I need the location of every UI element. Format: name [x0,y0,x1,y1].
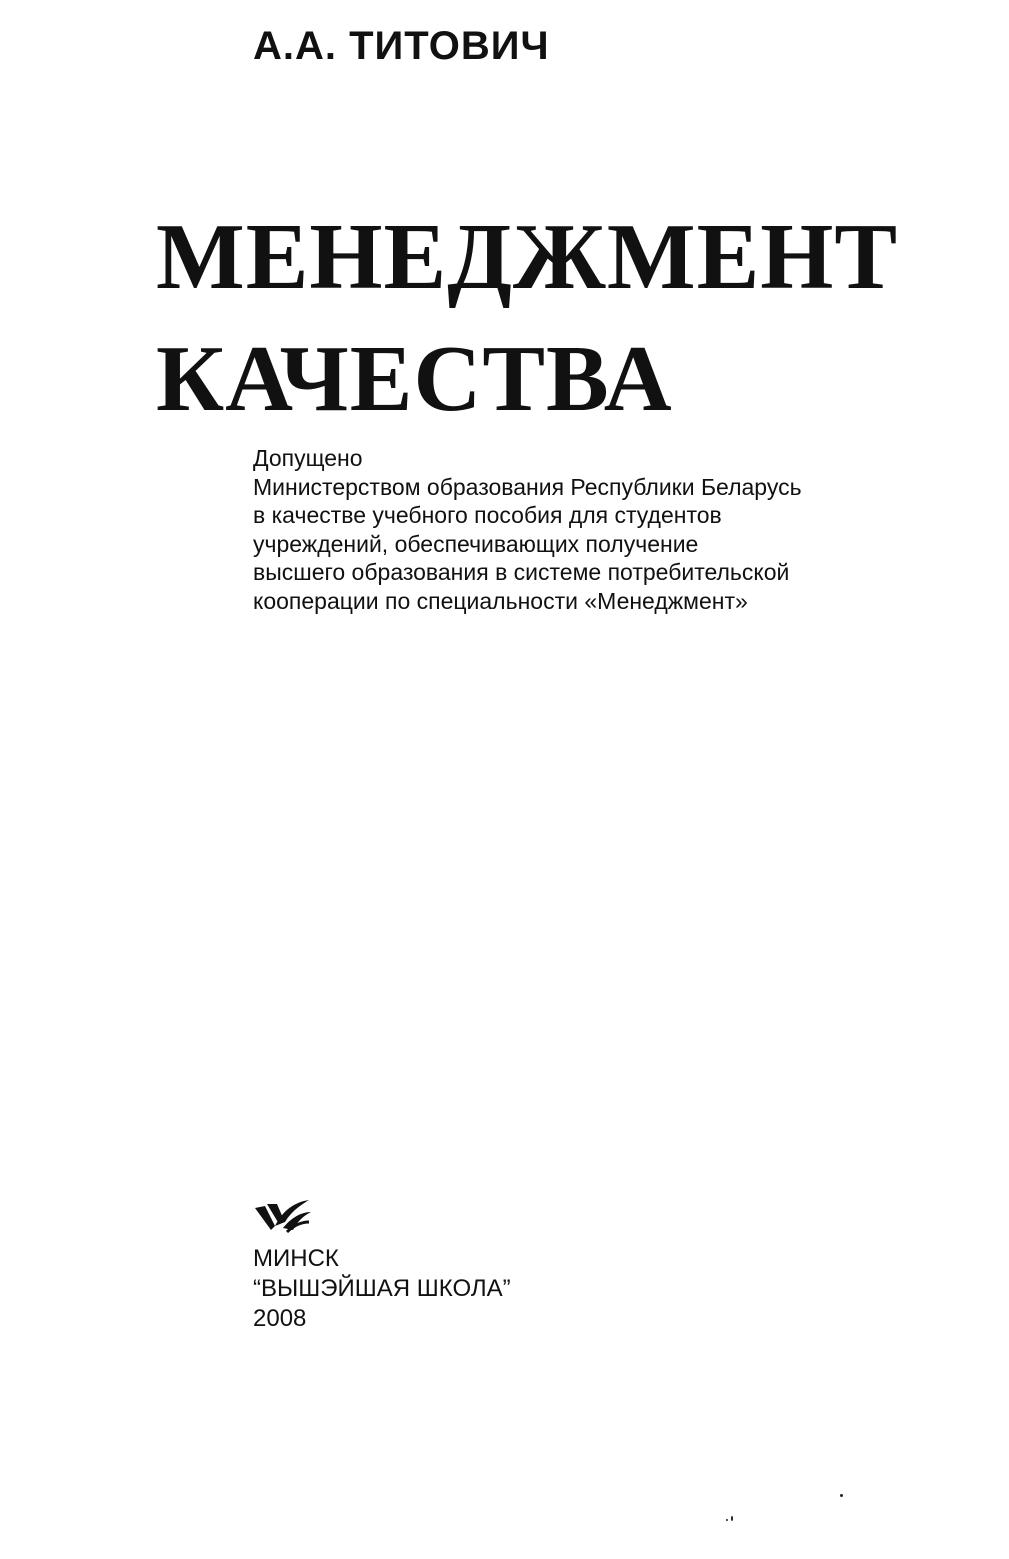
scan-speck [731,1516,733,1521]
approval-line: Министерством образования Республики Беларусь [253,473,802,500]
title-line-2: КАЧЕСТВА [156,327,673,431]
approval-line: высшего образования в системе потребительской [253,559,790,585]
publication-year: 2008 [253,1305,307,1332]
publisher-name: “ВЫШЭЙШАЯ ШКОЛА” [253,1275,511,1302]
publisher-city: МИНСК [253,1245,339,1272]
approval-notice [253,444,802,615]
scan-speck [726,1519,728,1521]
approval-line: учреждений, обеспечивающих получение [253,530,699,557]
book-title [156,196,898,440]
title-line-1: МЕНЕДЖМЕНТ [156,205,899,309]
approval-line: в качестве учебного пособия для студентов [253,502,722,528]
approval-line: Допущено [253,445,363,471]
author-name: А.А. ТИТОВИЧ [253,24,550,68]
publisher-imprint [253,1244,511,1334]
scan-speck [840,1494,843,1497]
publisher-logo-icon [253,1196,313,1236]
approval-line: кооперации по специальности «Менеджмент» [253,587,748,614]
